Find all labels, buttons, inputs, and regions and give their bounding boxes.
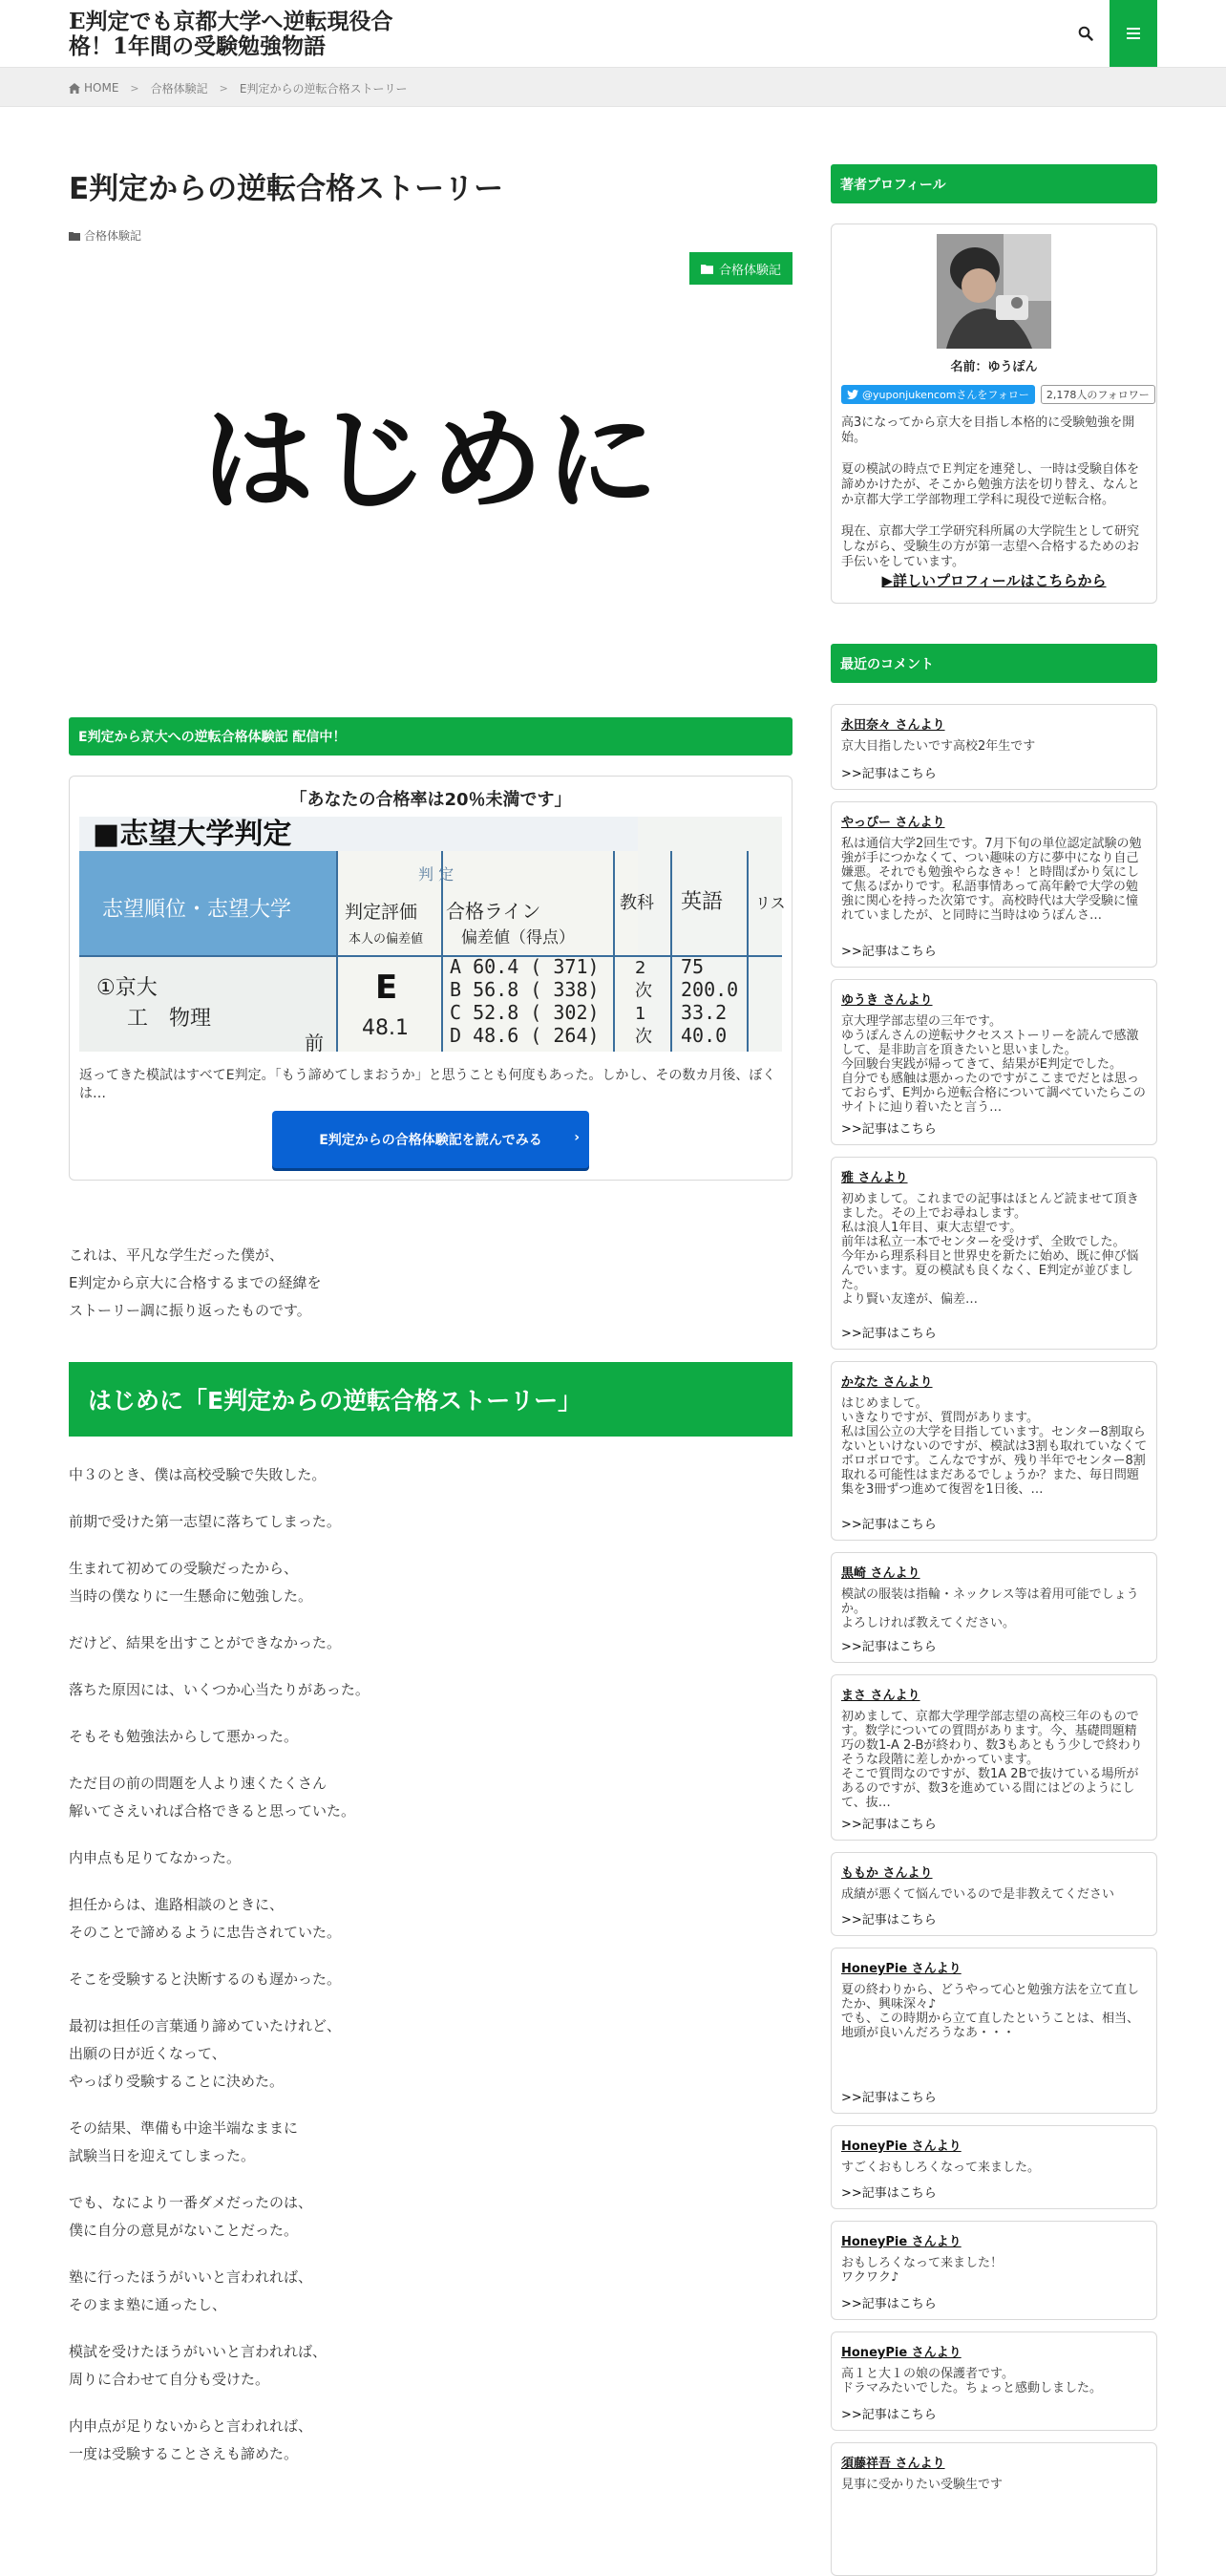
body-paragraph [69,1629,793,1657]
category-badge-label: 合格体験記 [718,263,781,278]
sheet-subject: 次 [635,1027,652,1047]
profile-name: 名前：ゆうぽん [950,360,1038,374]
body-paragraph [69,1891,793,1947]
sheet-col-4: 教科 [620,893,654,913]
body-line: 中３のとき、僕は高校受験で失敗した。 [69,1466,327,1483]
comments-widget-title: 最近のコメント [831,644,1157,683]
chevron-right-icon: > [219,81,228,95]
post-category-label: 合格体験記 [84,229,142,243]
sheet-col-3-sub: 偏差値（得点） [461,928,575,947]
sheet-col-2: 判定評価 [345,902,418,923]
body-line: 生まれて初めての受験だったから、 [69,1560,299,1577]
body-paragraph [69,2012,793,2096]
body-line: そこを受験すると決断するのも遅かった。 [69,1970,342,1988]
search-button[interactable] [1062,0,1110,67]
sheet-english-score: 40.0 [681,1024,728,1047]
comment-item [831,979,1157,1145]
sheet-department: 工 物理 [127,1007,212,1031]
body-line: 内申点が足りないからと言われれば、 [69,2417,313,2435]
sheet-line: C 52.8 ( 302) [450,1001,600,1024]
chevron-right-icon: › [574,1130,580,1145]
body-paragraph [69,2115,793,2170]
eyecatch-image [69,288,793,613]
intro-line: ストーリー調に振り返ったものです。 [69,1302,311,1319]
breadcrumb-category[interactable]: 合格体験記 [150,81,208,96]
breadcrumb-home[interactable] [69,81,118,95]
body-line: 出願の日が近くなって、 [69,2045,226,2062]
comment-text: はじめまして。 いきなりですが、質問があります。 私は国公立の大学を目指しています。センター8割取らないといけないのですが、模試は3割も取れていなくてボロボロです。こんなですが、残り半年でセンター8割取れる可能性はまだあるでしょうか？また、毎日問題集を3冊ずつ進めて復習を1日後、… [841,1396,1148,1497]
breadcrumb-current: E判定からの逆転合格ストーリー [239,81,408,96]
comment-article-link[interactable]: >>記事はこちら [841,2408,937,2422]
sheet-col-5: 英語 [681,890,724,914]
sheet-col-6: リス [755,894,786,912]
comment-item [831,1157,1157,1350]
category-badge[interactable] [689,252,793,285]
story-card [69,776,793,1181]
twitter-follow-button[interactable] [841,385,1035,404]
sheet-col-1: 志望順位・志望大学 [102,898,292,922]
comment-author[interactable]: かなた さんより [841,1375,933,1390]
body-line: 担任からは、進路相談のときに、 [69,1896,285,1913]
sheet-col-3: 合格ライン [446,900,541,923]
body-paragraph [69,1770,793,1825]
comment-text: 高１と大１の娘の保護者です。 ドラマみたいでした。ちょっと感動しました。 [841,2367,1103,2395]
profile-text [841,415,1149,586]
comment-author[interactable]: HoneyPie さんより [841,2346,962,2360]
comment-item [831,1852,1157,1936]
body-line: 一度は受験することさえも諦めた。 [69,2445,299,2462]
comment-text: すごくおもしろくなって来ました。 [841,2161,1041,2175]
read-story-button-label: E判定からの合格体験記を読んでみる [319,1133,542,1148]
comment-author[interactable]: ももか さんより [841,1866,933,1881]
sheet-subject: 次 [635,981,652,1001]
breadcrumb-home-label: HOME [84,81,119,95]
chevron-right-icon: > [130,81,139,95]
comment-author[interactable]: 須藤祥吾 さんより [841,2457,945,2471]
intro-text [69,1242,793,1325]
comment-article-link[interactable]: >>記事はこちら [841,1327,937,1341]
intro-line: E判定から京大に合格するまでの経緯を [69,1274,322,1291]
body-paragraph [69,1508,793,1536]
comment-item [831,704,1157,790]
menu-icon [1127,28,1140,39]
body-line: そのまま塾に通ったし、 [69,2296,227,2313]
story-card-heading: 「あなたの合格率は20％未満です」 [289,790,572,810]
avatar [937,234,1051,349]
menu-button[interactable] [1110,0,1157,67]
comment-author[interactable]: 黒崎 さんより [841,1566,920,1581]
article-body [69,1461,793,2487]
sheet-english-score: 200.0 [681,978,739,1001]
body-paragraph [69,1555,793,1610]
profile-widget-title: 著者プロフィール [831,164,1157,203]
profile-detail-link[interactable]: ▶詳しいプロフィールはこちらから [881,572,1107,589]
body-line: 前期で受けた第一志望に落ちてしまった。 [69,1513,341,1530]
body-line: ただ目の前の問題を人より速くたくさん [69,1775,328,1792]
body-line: 解いてさえいれば合格できると思っていた。 [69,1802,356,1820]
follower-count[interactable]: 2,178人のフォロワー [1041,385,1155,404]
read-story-button[interactable] [272,1111,589,1168]
site-header [0,0,1226,67]
body-line: やっぱり受験することに決めた。 [69,2073,285,2090]
sheet-grade: E [375,969,398,1007]
comment-author[interactable]: HoneyPie さんより [841,1962,962,1976]
sheet-english-score: 33.2 [681,1001,728,1024]
body-line: その結果、準備も中途半端なままに [69,2119,299,2137]
comment-author[interactable]: 雅 さんより [841,1171,908,1185]
twitter-follow-label: @yuponjukencomさんをフォロー [862,389,1029,401]
comment-author[interactable]: HoneyPie さんより [841,2140,962,2154]
body-paragraph [69,2413,793,2468]
sheet-english-score: 75 [681,955,705,978]
comment-item [831,1674,1157,1841]
comment-item [831,2442,1157,2576]
comment-author[interactable]: まさ さんより [841,1689,920,1703]
site-title[interactable]: E判定でも京都大学へ逆転現役合格！1年間の受験勉強物語 [69,9,393,59]
sheet-university: ①京大 [96,976,158,1000]
body-line: でも、なにより一番ダメだったのは、 [69,2194,313,2211]
comment-text: 京大目指したいです高校2年生です [841,739,1036,754]
sheet-lines [450,955,738,1047]
story-banner: E判定から京大への逆転合格体験記 配信中！ [69,717,793,756]
body-line: だけど、結果を出すことができなかった。 [69,1634,342,1651]
comment-item [831,2125,1157,2209]
profile-paragraph: 高3になってから京大を目指し本格的に受験勉強を開始。 [841,415,1135,445]
body-line: 僕に自分の意見がないことだった。 [69,2222,299,2239]
body-line: 当時の僕なりに一生懸命に勉強した。 [69,1587,313,1605]
comment-author[interactable]: 永田奈々 さんより [841,718,945,733]
comment-text: 初めまして。これまでの記事はほとんど読ませて頂きました。その上でお尋ねします。 私は浪人1年目、東大志望です。 前年は私立一本でセンターを受けず、全敗でした。 今年から理系科目と世界史を新たに始め、既に伸び悩んでいます。夏の模試も良くなく、E判定が並びました。 より賢い友達が、偏差… [841,1192,1139,1307]
body-line: 模試を受けたほうがいいと言われれば、 [69,2343,328,2360]
comment-article-link[interactable]: >>記事はこちら [841,1818,937,1832]
exam-result-photo [79,817,786,1054]
comment-author[interactable]: ゆうき さんより [841,993,933,1008]
avatar-photo [937,234,1051,349]
body-paragraph [69,1723,793,1751]
sheet-line: D 48.6 ( 264) [450,1024,600,1047]
comment-item [831,2331,1157,2431]
comment-author[interactable]: やっぴー さんより [841,816,945,830]
comment-item [831,1948,1157,2114]
post-title: E判定からの逆転合格ストーリー [69,172,504,206]
body-paragraph [69,2189,793,2245]
comment-article-link[interactable]: >>記事はこちら [841,2186,937,2201]
comment-article-link[interactable]: >>記事はこちら [841,767,937,781]
body-line: そのことで諦めるように忠告されていた。 [69,1924,342,1941]
eyecatch-text: はじめに [201,394,660,526]
body-paragraph [69,1844,793,1872]
comment-article-link[interactable]: >>記事はこちら [841,945,937,959]
folder-icon [69,231,80,241]
sheet-department-2: 前 [305,1032,324,1054]
comment-author[interactable]: HoneyPie さんより [841,2235,962,2249]
sheet-title: ■志望大学判定 [93,818,292,851]
body-line: 塾に行ったほうがいいと言われれば、 [69,2268,313,2286]
comment-item [831,2221,1157,2320]
comment-article-link[interactable]: >>記事はこちら [841,1913,937,1927]
exam-result-sheet [79,817,786,1054]
profile-paragraph: 夏の模試の時点でＥ判定を連発し、一時は受験自体を諦めかけたが、そこから勉強方法を切り替え、なんとか京都大学工学部物理工学科に現役で逆転合格。 [841,462,1140,507]
body-paragraph [69,1966,793,1993]
search-icon [1078,26,1093,41]
sheet-subject: 2 [635,958,646,978]
comment-text: 模試の服装は指輪・ネックレス等は着用可能でしょうか。 よろしければ教えてください。 [841,1587,1139,1630]
comment-article-link[interactable]: >>記事はこちら [841,1640,937,1654]
comment-text: 見事に受かりたい受験生です [841,2478,1004,2492]
comment-text: 京大理学部志望の三年です。 ゆうぽんさんの逆転サクセスストーリーを読んで感激して、是非助言を頂きたいと思いました。 今回駿台実践が帰ってきて、結果がE判定でした。 自分でも感触は悪かったのですがここまでだとは思っておらず、E判から逆転合格について調べていたらこのサイトに辿り着いたと言う… [841,1014,1146,1115]
comment-item [831,1552,1157,1663]
sheet-deviation: 48.1 [362,1016,409,1040]
body-line: そもそも勉強法からして悪かった。 [69,1728,299,1745]
comment-text: 夏の終わりから、どうやって心と勉強方法を立て直したか、興味深々♪ でも、この時期から立て直したということは、相当、地頭が良いんだろうなあ・・・ [841,1983,1140,2040]
author-profile [831,224,1157,604]
sheet-line: A 60.4 ( 371) [450,955,600,978]
folder-icon [701,264,713,274]
sheet-subject: 1 [635,1004,646,1024]
body-paragraph [69,2338,793,2394]
body-line: 周りに合わせて自分も受けた。 [69,2371,270,2388]
comment-article-link[interactable]: >>記事はこちら [841,2297,937,2311]
comment-article-link[interactable]: >>記事はこちら [841,2091,937,2105]
breadcrumb [0,67,1226,107]
twitter-bird-icon [847,390,858,399]
comment-item [831,801,1157,968]
post-category[interactable] [69,227,141,244]
body-paragraph [69,1676,793,1704]
sheet-header-mid: 判 定 [418,865,454,884]
comment-item [831,1361,1157,1541]
home-icon [69,83,80,94]
body-line: 試験当日を迎えてしまった。 [69,2147,256,2164]
body-paragraph [69,1461,793,1489]
comment-article-link[interactable]: >>記事はこちら [841,1122,937,1137]
body-line: 内申点も足りてなかった。 [69,1849,242,1866]
comment-text: 成績が悪くて悩んでいるので是非教えてください [841,1887,1115,1902]
sheet-line: B 56.8 ( 338) [450,978,600,1001]
comment-text: 初めまして、京都大学理学部志望の高校三年のものです。数学についての質問があります。今、基礎問題精巧の数1-A 2-Bが終わり、数3もあともう少しで終わりそうな段階に差しかかっています。 そこで質問なのですが、数1A 2Bで抜けている場所があるのですが、数3を進めている間にはどのようにして、抜… [841,1710,1143,1810]
comment-article-link[interactable]: >>記事はこちら [841,1518,937,1532]
profile-paragraph: 現在、京都大学工学研究科所属の大学院生として研究しながら、受験生の方が第一志望へ合格するためのお手伝いをしています。 [841,524,1140,569]
body-line: 最初は担任の言葉通り諦めていたけれど、 [69,2017,342,2034]
intro-line: これは、平凡な学生だった僕が、 [69,1246,285,1264]
comment-text: おもしろくなって来ました！ ワクワク♪ [841,2256,1004,2285]
comment-text: 私は通信大学2回生です。7月下旬の単位認定試験の勉強が手につかなくて、つい趣味の方に夢中になり自己嫌悪。それでも勉強やらなきゃ！と時間ばかり気にして焦るばかりです。私語事情あって高年齢で大学の勉強に関心を持った次第です。高校時代は大学受験に憧れていましたが、と同時に当時はゆうぽんさ… [841,837,1142,923]
sheet-col-2-sub: 本人の偏差値 [349,932,424,947]
section-heading: はじめに「E判定からの逆転合格ストーリー」 [69,1362,793,1437]
story-card-text: 返ってきた模試はすべてE判定。「もう諦めてしまおうか」と思うことも何度もあった。しかし、その数カ月後、ぼくは… [79,1068,776,1101]
body-line: 落ちた原因には、いくつか心当たりがあった。 [69,1681,370,1698]
body-paragraph [69,2264,793,2319]
